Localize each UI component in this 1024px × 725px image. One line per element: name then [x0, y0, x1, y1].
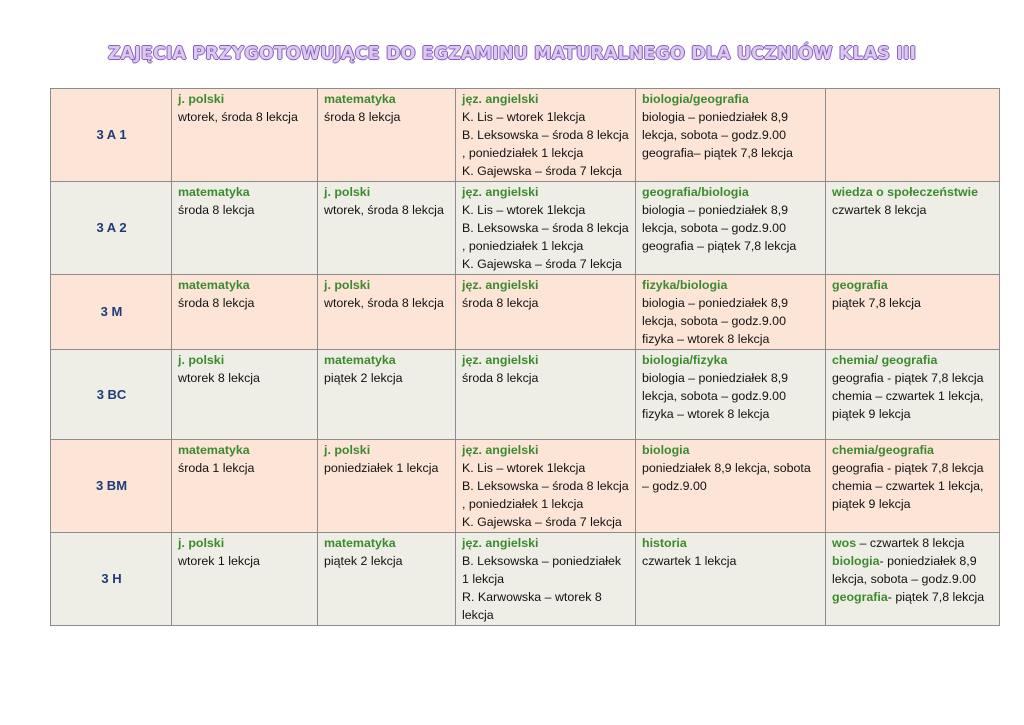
subject-name: matematyka [324, 92, 396, 106]
schedule-detail: geografia - piątek 7,8 lekcja [832, 461, 984, 475]
schedule-detail: piątek 2 lekcja [324, 554, 403, 568]
schedule-cell [172, 275, 318, 350]
schedule-cell [826, 182, 1000, 275]
schedule-detail: biologia – poniedziałek 8,9 lekcja, sobota – godz.9.00 [642, 296, 789, 328]
table-row [51, 350, 1000, 440]
schedule-cell [456, 182, 636, 275]
class-label: 3 H [51, 533, 172, 626]
schedule-detail: czwartek 1 lekcja [642, 554, 737, 568]
subject-name: biologia/fizyka [642, 353, 728, 367]
subject-name: j. polski [178, 92, 225, 106]
schedule-cell [636, 182, 826, 275]
schedule-detail: K. Lis – wtorek 1lekcja [462, 110, 586, 124]
subject-name: matematyka [178, 278, 250, 292]
schedule-detail: wtorek, środa 8 lekcja [324, 203, 444, 217]
subject-name: biologia [832, 554, 880, 568]
schedule-detail: poniedziałek 8,9 lekcja, sobota – godz.9.00 [642, 461, 811, 493]
schedule-cell [456, 440, 636, 533]
subject-name: chemia/ geografia [832, 353, 938, 367]
schedule-table [50, 88, 1000, 626]
subject-name: chemia/geografia [832, 443, 934, 457]
schedule-detail: środa 1 lekcja [178, 461, 255, 475]
schedule-detail: B. Leksowska – środa 8 lekcja , poniedziałek 1 lekcja [462, 221, 629, 253]
schedule-detail: K. Gajewska – środa 7 lekcja [462, 257, 622, 271]
subject-name: fizyka/biologia [642, 278, 728, 292]
schedule-cell [456, 89, 636, 182]
schedule-detail: fizyka – wtorek 8 lekcja [642, 332, 770, 346]
subject-name: j. polski [178, 536, 225, 550]
subject-name: matematyka [178, 443, 250, 457]
schedule-detail: wtorek, środa 8 lekcja [178, 110, 298, 124]
schedule-detail: geografia– piątek 7,8 lekcja [642, 146, 793, 160]
subject-name: jęz. angielski [462, 278, 539, 292]
schedule-detail: środa 8 lekcja [178, 296, 255, 310]
class-label: 3 A 1 [51, 89, 172, 182]
subject-name: jęz. angielski [462, 443, 539, 457]
schedule-detail: środa 8 lekcja [462, 296, 539, 310]
subject-name: j. polski [178, 353, 225, 367]
subject-name: jęz. angielski [462, 353, 539, 367]
schedule-detail: K. Gajewska – środa 7 lekcja [462, 164, 622, 178]
schedule-detail: chemia – czwartek 1 lekcja, piątek 9 lekcja [832, 389, 984, 421]
schedule-cell [318, 182, 456, 275]
schedule-cell [456, 275, 636, 350]
subject-name: wos [832, 536, 857, 550]
subject-name: matematyka [324, 536, 396, 550]
schedule-cell [636, 440, 826, 533]
schedule-detail: K. Lis – wtorek 1lekcja [462, 461, 586, 475]
schedule-detail: K. Lis – wtorek 1lekcja [462, 203, 586, 217]
schedule-detail: biologia – poniedziałek 8,9 lekcja, sobota – godz.9.00 [642, 203, 789, 235]
page-title: ZAJĘCIA PRZYGOTOWUJĄCE DO EGZAMINU MATURALNEGO DLA UCZNIÓW KLAS III [107, 44, 917, 64]
schedule-detail: piątek 2 lekcja [324, 371, 403, 385]
schedule-detail: fizyka – wtorek 8 lekcja [642, 407, 770, 421]
subject-name: wiedza o społeczeństwie [832, 185, 978, 199]
subject-name: geografia [832, 590, 888, 604]
schedule-cell [826, 350, 1000, 440]
table-row [51, 275, 1000, 350]
subject-name: geografia/biologia [642, 185, 749, 199]
table-row [51, 533, 1000, 626]
schedule-detail: geografia - piątek 7,8 lekcja [832, 371, 984, 385]
schedule-detail: geografia- piątek 7,8 lekcja [832, 590, 985, 604]
subject-name: biologia/geografia [642, 92, 749, 106]
subject-name: jęz. angielski [462, 185, 539, 199]
subject-name: jęz. angielski [462, 92, 539, 106]
schedule-cell [172, 533, 318, 626]
schedule-detail: biologia- poniedziałek 8,9 lekcja, sobota – godz.9.00 [832, 554, 977, 586]
schedule-cell [318, 350, 456, 440]
schedule-cell [826, 440, 1000, 533]
schedule-cell [172, 440, 318, 533]
schedule-detail: geografia – piątek 7,8 lekcja [642, 239, 797, 253]
schedule-detail: biologia – poniedziałek 8,9 lekcja, sobota – godz.9.00 [642, 110, 789, 142]
schedule-detail: K. Gajewska – środa 7 lekcja [462, 515, 622, 529]
schedule-detail: B. Leksowska – środa 8 lekcja , poniedziałek 1 lekcja [462, 128, 629, 160]
schedule-cell [318, 440, 456, 533]
subject-name: biologia [642, 443, 690, 457]
schedule-detail: wos – czwartek 8 lekcja [832, 536, 965, 550]
schedule-cell [318, 89, 456, 182]
subject-name: matematyka [324, 353, 396, 367]
subject-name: j. polski [324, 185, 371, 199]
schedule-cell [636, 533, 826, 626]
subject-name: geografia [832, 278, 888, 292]
schedule-cell [172, 89, 318, 182]
subject-name: matematyka [178, 185, 250, 199]
class-label: 3 BC [51, 350, 172, 440]
table-row [51, 182, 1000, 275]
schedule-detail: wtorek 8 lekcja [178, 371, 260, 385]
schedule-cell [636, 350, 826, 440]
schedule-detail: poniedziałek 1 lekcja [324, 461, 439, 475]
schedule-cell [456, 350, 636, 440]
schedule-cell [826, 275, 1000, 350]
schedule-cell [826, 533, 1000, 626]
schedule-cell [826, 89, 1000, 182]
subject-name: j. polski [324, 278, 371, 292]
schedule-detail: B. Leksowska – poniedziałek 1 lekcja [462, 554, 622, 586]
subject-name: historia [642, 536, 687, 550]
schedule-detail: środa 8 lekcja [324, 110, 401, 124]
table-row [51, 440, 1000, 533]
table-row [51, 89, 1000, 182]
schedule-cell [172, 182, 318, 275]
subject-name: jęz. angielski [462, 536, 539, 550]
schedule-detail: biologia – poniedziałek 8,9 lekcja, sobota – godz.9.00 [642, 371, 789, 403]
subject-name: j. polski [324, 443, 371, 457]
class-label: 3 M [51, 275, 172, 350]
schedule-cell [318, 275, 456, 350]
schedule-cell [318, 533, 456, 626]
schedule-detail: R. Karwowska – wtorek 8 lekcja [462, 590, 602, 622]
schedule-cell [456, 533, 636, 626]
schedule-detail: środa 8 lekcja [462, 371, 539, 385]
class-label: 3 BM [51, 440, 172, 533]
schedule-detail: chemia – czwartek 1 lekcja, piątek 9 lekcja [832, 479, 984, 511]
schedule-detail: środa 8 lekcja [178, 203, 255, 217]
schedule-cell [172, 350, 318, 440]
schedule-detail: wtorek 1 lekcja [178, 554, 260, 568]
schedule-detail: piątek 7,8 lekcja [832, 296, 921, 310]
schedule-cell [636, 275, 826, 350]
schedule-detail: wtorek, środa 8 lekcja [324, 296, 444, 310]
schedule-cell [636, 89, 826, 182]
class-label: 3 A 2 [51, 182, 172, 275]
schedule-detail: czwartek 8 lekcja [832, 203, 927, 217]
schedule-detail: B. Leksowska – środa 8 lekcja , poniedziałek 1 lekcja [462, 479, 629, 511]
